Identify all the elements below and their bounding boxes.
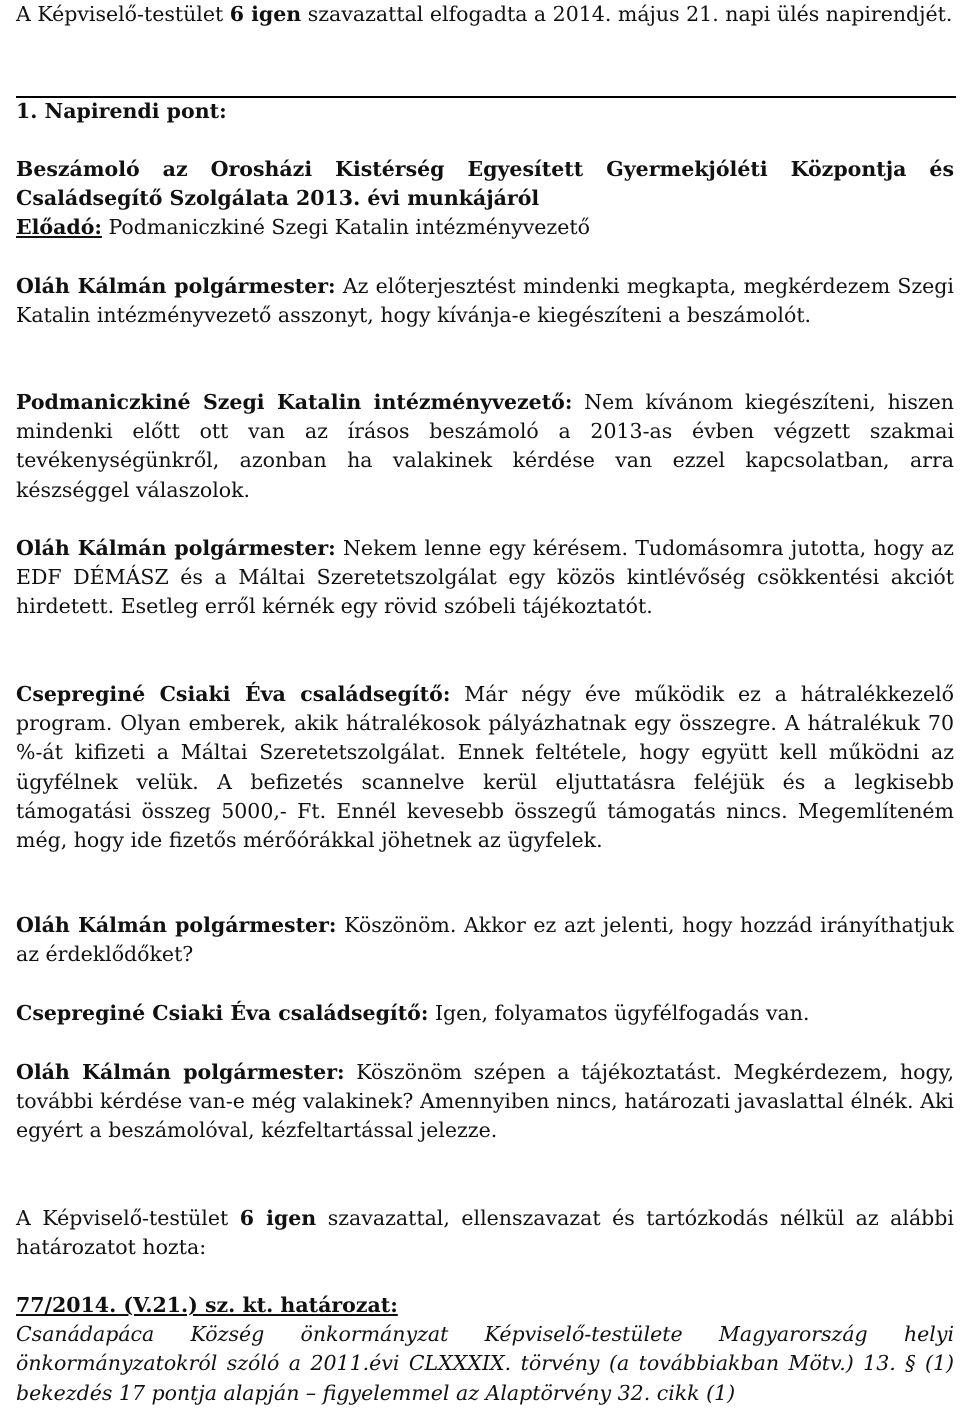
speech-4 (16, 680, 954, 855)
speech-7 (16, 1058, 954, 1146)
intro-text-end: szavazattal elfogadta a 2014. május 21. napi ülés napirendjét. (301, 2, 953, 26)
speech-text: Már négy éve működik ez a hátralékkezelő program. Olyan emberek, akik hátralékosok pályázhatnak egy összegre. A hátralékuk 70 %-át kifizeti a Máltai Szeretetszolgálat. Ennek feltétele, hogy együtt kell működni az ügyfélnek velük. A befizetés scannelve kerül eljuttatásra feléjük és a legkisebb támogatási összeg 5000,- Ft. Ennél kevesebb összegű támogatás nincs. Megemlíteném még, hogy ide fizetős mérőórákkal jöhetnek az ügyfelek. (16, 682, 954, 853)
speech-6 (16, 999, 954, 1028)
intro-paragraph (16, 0, 954, 29)
speech-3 (16, 534, 954, 622)
speech-1 (16, 272, 954, 330)
vote-text-end: szavazattal, ellenszavazat és tartózkodás nélkül az alábbi határozatot hozta: (16, 1206, 954, 1260)
resolution-number: 77/2014. (V.21.) sz. kt. határozat: (16, 1293, 398, 1317)
vote-paragraph (16, 1204, 954, 1262)
vote-text: A Képviselő-testület (16, 1206, 240, 1230)
speaker-name: Oláh Kálmán polgármester: (16, 913, 337, 937)
speech-text: Az előterjesztést mindenki megkapta, megkérdezem Szegi Katalin intézményvezető asszonyt, hogy kívánja-e kiegészíteni a beszámolót. (16, 274, 954, 328)
agenda-title (16, 155, 954, 243)
agenda-heading (16, 97, 954, 126)
intro-text: A Képviselő-testület (16, 2, 230, 26)
speech-5 (16, 911, 954, 969)
speech-text: Köszönöm szépen a tájékoztatást. Megkérdezem, hogy, további kérdése van-e még valakinek? Amennyiben nincs, határozati javaslattal élnék. Aki egyért a beszámolóval, kézfeltartással jelezze. (16, 1060, 954, 1143)
presenter-name: Podmaniczkiné Szegi Katalin intézményvezető (101, 215, 590, 240)
speech-text: Nekem lenne egy kérésem. Tudomásomra jutotta, hogy az EDF DÉMÁSZ és a Máltai Szeretetszolgálat egy közös kintlévőség csökkentési akciót hirdetett. Esetleg erről kérnék egy rövid szóbeli tájékoztatót. (16, 536, 954, 619)
agenda-title-text: Beszámoló az Orosházi Kistérség Egyesített Gyermekjóléti Központja és Családsegítő Szolgálata 2013. évi munkájáról (16, 157, 954, 211)
speaker-name: Podmaniczkiné Szegi Katalin intézményvezető: (16, 390, 573, 414)
speaker-name: Csepreginé Csiaki Éva családsegítő: (16, 682, 451, 706)
speech-2 (16, 388, 954, 505)
presenter-label: Előadó: (16, 215, 102, 240)
speaker-name: Oláh Kálmán polgármester: (16, 1060, 345, 1084)
speech-text: Köszönöm. Akkor ez azt jelenti, hogy hozzád irányíthatjuk az érdeklődőket? (16, 913, 954, 967)
agenda-heading-text: 1. Napirendi pont: (16, 99, 227, 123)
speech-text: Nem kívánom kiegészíteni, hiszen mindenki előtt ott van az írásos beszámoló a 2013-as évben végzett szakmai tevékenységünkről, azonban ha valakinek kérdése van ezzel kapcsolatban, arra készséggel válaszolok. (16, 390, 954, 502)
vote-count: 6 igen (239, 1206, 317, 1230)
resolution (16, 1291, 954, 1408)
speaker-name: Oláh Kálmán polgármester: (16, 274, 336, 298)
speaker-name: Oláh Kálmán polgármester: (16, 536, 336, 560)
speaker-name: Csepreginé Csiaki Éva családsegítő: (16, 1001, 429, 1025)
intro-votes: 6 igen (229, 2, 302, 26)
resolution-text: Csanádapáca Község önkormányzat Képviselő-testülete Magyarország helyi önkormányzatokról szóló a 2011.évi CLXXXIX. törvény (a továbbiakban Mötv.) 13. § (1) bekezdés 17 pontja alapján – figyelemmel az Alaptörvény 32. cikk (1) (16, 1322, 954, 1405)
speech-text: Igen, folyamatos ügyfélfogadás van. (428, 1001, 810, 1025)
